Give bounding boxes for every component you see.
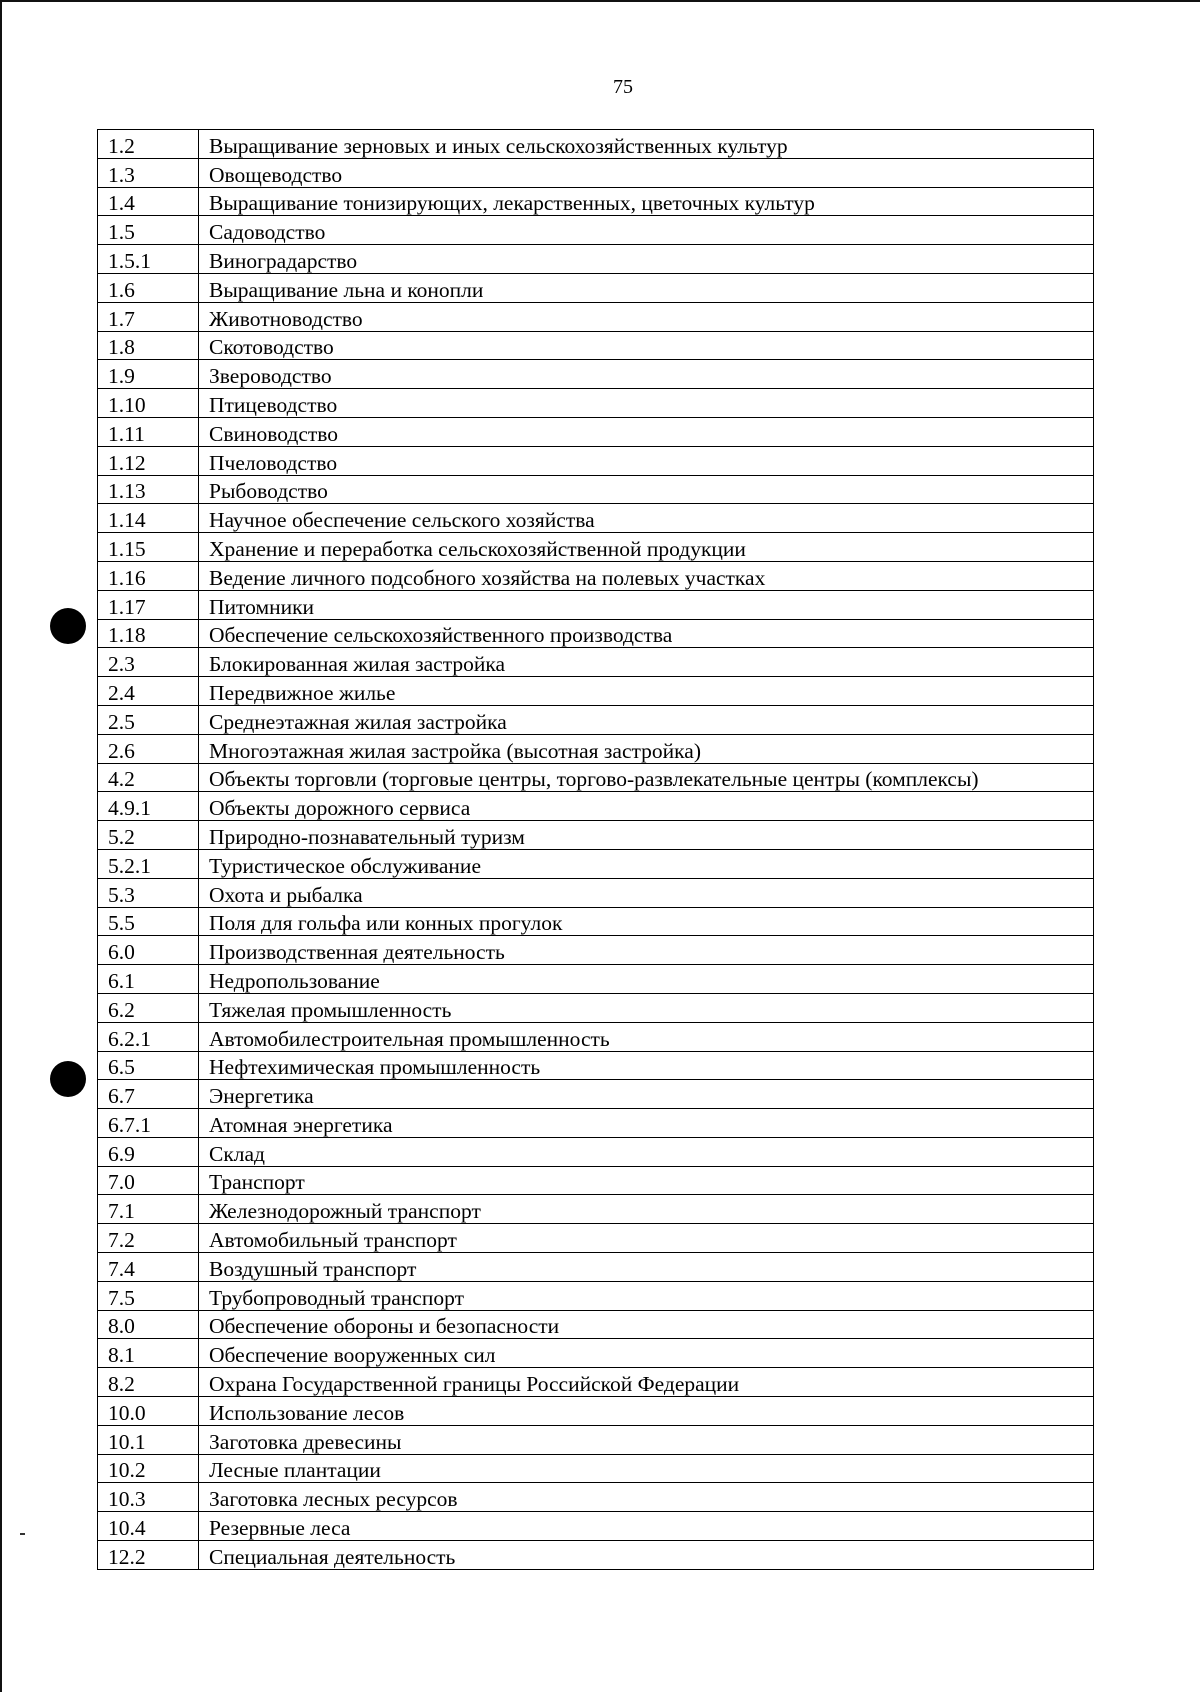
row-code: 1.5 <box>98 216 199 245</box>
punch-hole <box>50 608 86 644</box>
table-row <box>98 446 1094 475</box>
row-code: 10.3 <box>98 1483 199 1512</box>
table-row <box>98 1483 1094 1512</box>
table-row <box>98 677 1094 706</box>
row-code: 5.2.1 <box>98 849 199 878</box>
table-row <box>98 1339 1094 1368</box>
table-row <box>98 734 1094 763</box>
row-name: Научное обеспечение сельского хозяйства <box>199 504 1094 533</box>
row-name: Овощеводство <box>199 158 1094 187</box>
row-name: Многоэтажная жилая застройка (высотная застройка) <box>199 734 1094 763</box>
row-code: 6.7 <box>98 1080 199 1109</box>
row-name: Природно-познавательный туризм <box>199 821 1094 850</box>
row-name: Охота и рыбалка <box>199 878 1094 907</box>
table-row <box>98 389 1094 418</box>
row-name: Нефтехимическая промышленность <box>199 1051 1094 1080</box>
table-row <box>98 792 1094 821</box>
row-code: 10.0 <box>98 1397 199 1426</box>
row-name: Поля для гольфа или конных прогулок <box>199 907 1094 936</box>
table-row <box>98 936 1094 965</box>
table-row <box>98 965 1094 994</box>
table-row <box>98 1137 1094 1166</box>
row-code: 1.5.1 <box>98 245 199 274</box>
table-row <box>98 1454 1094 1483</box>
row-name: Скотоводство <box>199 331 1094 360</box>
row-code: 5.5 <box>98 907 199 936</box>
row-code: 6.9 <box>98 1137 199 1166</box>
table-row <box>98 705 1094 734</box>
row-name: Блокированная жилая застройка <box>199 648 1094 677</box>
row-name: Трубопроводный транспорт <box>199 1281 1094 1310</box>
table-row <box>98 821 1094 850</box>
land-use-table <box>97 129 1094 1570</box>
row-name: Птицеводство <box>199 389 1094 418</box>
table-row <box>98 187 1094 216</box>
row-code: 1.14 <box>98 504 199 533</box>
row-name: Свиноводство <box>199 417 1094 446</box>
row-code: 7.4 <box>98 1253 199 1282</box>
table-row <box>98 648 1094 677</box>
table-row <box>98 1368 1094 1397</box>
table-row <box>98 561 1094 590</box>
row-name: Среднеэтажная жилая застройка <box>199 705 1094 734</box>
row-name: Питомники <box>199 590 1094 619</box>
table-row <box>98 158 1094 187</box>
row-code: 1.9 <box>98 360 199 389</box>
row-name: Обеспечение сельскохозяйственного производства <box>199 619 1094 648</box>
punch-hole <box>50 1061 86 1097</box>
row-code: 5.2 <box>98 821 199 850</box>
table-row <box>98 1425 1094 1454</box>
row-code: 8.0 <box>98 1310 199 1339</box>
table-row <box>98 590 1094 619</box>
row-name: Выращивание зерновых и иных сельскохозяйственных культур <box>199 130 1094 159</box>
row-code: 7.5 <box>98 1281 199 1310</box>
row-name: Рыбоводство <box>199 475 1094 504</box>
table-row <box>98 993 1094 1022</box>
row-name: Атомная энергетика <box>199 1109 1094 1138</box>
row-name: Звероводство <box>199 360 1094 389</box>
row-code: 1.15 <box>98 533 199 562</box>
row-name: Объекты дорожного сервиса <box>199 792 1094 821</box>
table-row <box>98 475 1094 504</box>
table-row <box>98 1109 1094 1138</box>
row-code: 10.2 <box>98 1454 199 1483</box>
row-code: 6.2.1 <box>98 1022 199 1051</box>
row-code: 1.12 <box>98 446 199 475</box>
table-row <box>98 1281 1094 1310</box>
row-name: Охрана Государственной границы Российской Федерации <box>199 1368 1094 1397</box>
row-code: 8.2 <box>98 1368 199 1397</box>
row-code: 1.6 <box>98 273 199 302</box>
row-name: Передвижное жилье <box>199 677 1094 706</box>
row-name: Лесные плантации <box>199 1454 1094 1483</box>
row-name: Туристическое обслуживание <box>199 849 1094 878</box>
row-name: Специальная деятельность <box>199 1541 1094 1570</box>
row-name: Выращивание льна и конопли <box>199 273 1094 302</box>
row-code: 12.2 <box>98 1541 199 1570</box>
row-name: Транспорт <box>199 1166 1094 1195</box>
row-name: Автомобилестроительная промышленность <box>199 1022 1094 1051</box>
page-number: 75 <box>613 76 633 98</box>
row-code: 6.2 <box>98 993 199 1022</box>
table-row <box>98 1512 1094 1541</box>
row-name: Объекты торговли (торговые центры, торгово-развлекательные центры (комплексы) <box>199 763 1094 792</box>
table-row <box>98 1195 1094 1224</box>
row-name: Заготовка лесных ресурсов <box>199 1483 1094 1512</box>
row-name: Энергетика <box>199 1080 1094 1109</box>
table-row <box>98 533 1094 562</box>
row-code: 1.2 <box>98 130 199 159</box>
row-code: 6.5 <box>98 1051 199 1080</box>
row-code: 4.9.1 <box>98 792 199 821</box>
row-name: Производственная деятельность <box>199 936 1094 965</box>
table-row <box>98 273 1094 302</box>
row-code: 1.7 <box>98 302 199 331</box>
row-code: 1.17 <box>98 590 199 619</box>
row-name: Обеспечение обороны и безопасности <box>199 1310 1094 1339</box>
table-row <box>98 360 1094 389</box>
row-code: 1.4 <box>98 187 199 216</box>
row-name: Хранение и переработка сельскохозяйственной продукции <box>199 533 1094 562</box>
table-row <box>98 763 1094 792</box>
row-code: 1.13 <box>98 475 199 504</box>
row-code: 1.16 <box>98 561 199 590</box>
row-code: 1.18 <box>98 619 199 648</box>
table-row <box>98 417 1094 446</box>
row-code: 1.10 <box>98 389 199 418</box>
row-name: Виноградарство <box>199 245 1094 274</box>
row-code: 7.2 <box>98 1224 199 1253</box>
row-name: Резервные леса <box>199 1512 1094 1541</box>
table-row <box>98 1253 1094 1282</box>
row-name: Недропользование <box>199 965 1094 994</box>
row-code: 5.3 <box>98 878 199 907</box>
row-code: 10.4 <box>98 1512 199 1541</box>
row-name: Воздушный транспорт <box>199 1253 1094 1282</box>
table-row <box>98 1541 1094 1570</box>
row-code: 10.1 <box>98 1425 199 1454</box>
table-body <box>98 130 1094 1570</box>
row-name: Пчеловодство <box>199 446 1094 475</box>
row-name: Склад <box>199 1137 1094 1166</box>
row-name: Ведение личного подсобного хозяйства на полевых участках <box>199 561 1094 590</box>
row-code: 7.0 <box>98 1166 199 1195</box>
table-row <box>98 504 1094 533</box>
table-row <box>98 1224 1094 1253</box>
row-name: Садоводство <box>199 216 1094 245</box>
row-code: 6.7.1 <box>98 1109 199 1138</box>
table-row <box>98 331 1094 360</box>
table-row <box>98 878 1094 907</box>
row-code: 1.3 <box>98 158 199 187</box>
table-row <box>98 130 1094 159</box>
row-name: Обеспечение вооруженных сил <box>199 1339 1094 1368</box>
row-name: Животноводство <box>199 302 1094 331</box>
scan-speck <box>20 1533 25 1535</box>
row-code: 8.1 <box>98 1339 199 1368</box>
row-name: Тяжелая промышленность <box>199 993 1094 1022</box>
table-row <box>98 1310 1094 1339</box>
row-code: 6.0 <box>98 936 199 965</box>
row-code: 2.4 <box>98 677 199 706</box>
row-code: 2.3 <box>98 648 199 677</box>
row-name: Автомобильный транспорт <box>199 1224 1094 1253</box>
table-row <box>98 619 1094 648</box>
table-row <box>98 1051 1094 1080</box>
table-row <box>98 849 1094 878</box>
table-row <box>98 1166 1094 1195</box>
row-code: 1.8 <box>98 331 199 360</box>
table-row <box>98 1397 1094 1426</box>
row-code: 2.5 <box>98 705 199 734</box>
row-name: Заготовка древесины <box>199 1425 1094 1454</box>
row-code: 2.6 <box>98 734 199 763</box>
table-row <box>98 245 1094 274</box>
row-code: 7.1 <box>98 1195 199 1224</box>
row-code: 1.11 <box>98 417 199 446</box>
row-code: 6.1 <box>98 965 199 994</box>
row-name: Выращивание тонизирующих, лекарственных, цветочных культур <box>199 187 1094 216</box>
row-name: Железнодорожный транспорт <box>199 1195 1094 1224</box>
row-name: Использование лесов <box>199 1397 1094 1426</box>
table-row <box>98 907 1094 936</box>
row-code: 4.2 <box>98 763 199 792</box>
table-row <box>98 1022 1094 1051</box>
table-row <box>98 216 1094 245</box>
table-row <box>98 1080 1094 1109</box>
table-row <box>98 302 1094 331</box>
